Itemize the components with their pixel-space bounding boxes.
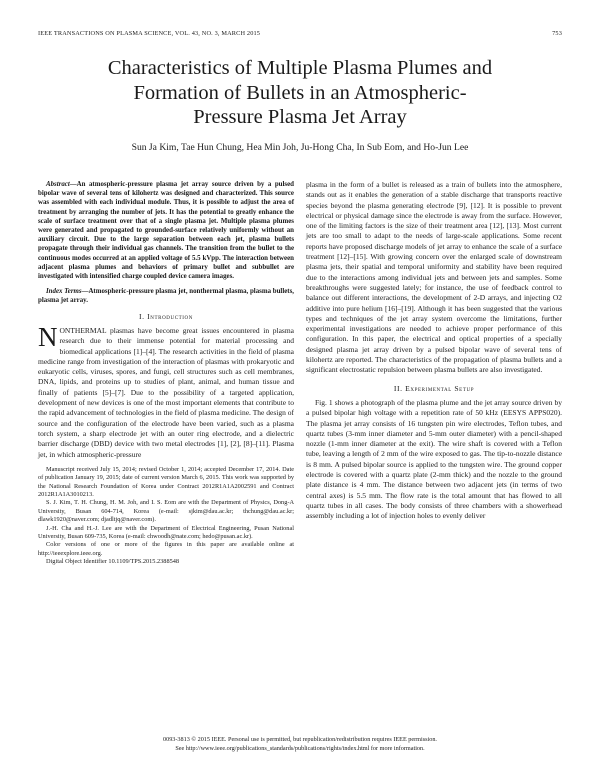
running-head <box>38 30 562 40</box>
drop-cap: N <box>38 321 58 352</box>
journal-name: IEEE TRANSACTIONS ON PLASMA SCIENCE, VOL. 43, NO. 3, MARCH 2015 <box>38 30 261 37</box>
intro-paragraph <box>38 321 294 460</box>
copyright-line: 0093-3813 © 2015 IEEE. Personal use is permitted, but republication/redistribution requires IEEE permission. <box>163 736 437 743</box>
section-heading-introduction: I. Introduction <box>139 311 193 321</box>
rights-line: See http://www.ieee.org/publications_standards/publications/rights/index.html for more information. <box>175 745 425 752</box>
title-line-2: Formation of Bullets in an Atmospheric- <box>133 81 467 104</box>
paper-title <box>40 56 560 130</box>
page-number: 753 <box>552 30 562 37</box>
left-column <box>38 180 294 567</box>
setup-paragraph: Fig. 1 shows a photograph of the plasma plume and the jet array source driven by a pulsed bipolar high voltage with a repetition rate of 50 kHz (EESYS APPS020). The plasma jet array consists of 16 tungsten pin wire electrodes, Teflon tubes, and quartz tubes (3-mm inner diameter and 5-mm outer diameter) with a pencil-shaped nozzle (1-mm inner diameter at the exit). The wire shaft is covered with a Teflon tube, leaving a length of 2 mm of the wire exposed to gas. The tip-to-nozzle distance is 8 mm. A pulsed bipolar source is applied to the tungsten wire. The ground copper electrode is covered with a quartz plate (2-mm thick) and the nozzle to the ground plate distance is 4 mm. The distance between two adjacent jets (in terms of two central axes) is 5.5 mm. The flow rate is the total amount that has flowed to all quartz tubes in all cases. The body consists of three chambers with a showerhead assembly including a lot of injection holes to evenly deliver <box>306 397 562 521</box>
index-terms <box>38 287 294 305</box>
section-heading-experimental-setup: II. Experimental Setup <box>393 383 475 393</box>
abstract-text: —An atmospheric-pressure plasma jet array source driven by a pulsed bipolar wave of several tens of kilohertz was designed and characterized. This source was assembled with each individual module. Thus, it is possible to adjust the area of treatment by arranging the number of jets. It has the potential to greatly enhance the scale of surface treatment over that of a single plasma jet. Multiple plasma plumes were generated and propagated to grounded-surface relatively uniformly without an auxiliary circuit. Due to the large separation between each jet, plasma bullets propagate through their individual gas channels. The transition from the bullet to the continuous modes occurred at an applied voltage of 5.5 kVpp. The interaction between adjacent plasma plumes and behaviors of primary bullet and subbullet are investigated with intensified charge coupled device camera images. <box>38 181 294 281</box>
footnote-affiliation-1: S. J. Kim, T. H. Chung, H. M. Joh, and I. S. Eom are with the Department of Physics, Dong-A University, Busan 604-714, Korea (e-mail: sjkim@dau.ac.kr; thchung@dau.ac.kr; dlawk1920@naver.com; djadltjq@naver.com). <box>38 499 294 524</box>
abstract <box>38 180 294 281</box>
footnote-manuscript: Manuscript received July 15, 2014; revised October 1, 2014; accepted December 17, 2014. Date of publication January 19, 2015; date of current version March 6, 2015. This work was supported by the National Research Foundation of Korea under Contract 2012R1A1A2002591 and Contract 2012R1A1A3010213. <box>38 465 294 499</box>
abstract-lead: Abstract <box>46 181 70 188</box>
title-line-3: Pressure Plasma Jet Array <box>193 106 407 128</box>
index-terms-lead: Index Terms <box>46 288 82 296</box>
author-list: Sun Ja Kim, Tae Hun Chung, Hea Min Joh, Ju-Hong Cha, In Sub Eom, and Ho-Jun Lee <box>131 142 469 153</box>
footnotes <box>38 466 294 567</box>
footnote-affiliation-2: J.-H. Cha and H.-J. Lee are with the Department of Electrical Engineering, Pusan National University, Busan 609-735, Korea (e-mail: chwoodh@nate.com; hedo@pusan.ac.kr). <box>38 524 294 541</box>
footnote-color: Color versions of one or more of the figures in this paper are available online at http://ieeexplore.ieee.org. <box>38 541 294 557</box>
intro-text: ONTHERMAL plasmas have become great issues encountered in plasma research due to their immense potential for material processing and biomedical applications [1]–[4]. The research activities in the field of plasma medicine range from investigation of the interaction of plasmas with prokaryotic and eukaryotic cells, viruses, spores, and fungi, cell structures such as cell membranes, DNA, lipids, and proteins up to studies of plant, animal, and human tissue and finally of patients [5]–[7]. Due to the possibility of a targeted application, development of new devices is one of the most important elements that contribute to the rapid advancement of technologies in the field of plasma medicine. The design of source and the configuration of the electrode have been varied, such as a plasma torch system, a sharp electrode jet with an outer ring electrode, and a dielectric barrier discharge (DBD) device with two metal electrodes [1], [2], [8]–[11]. Plasma jet, in which atmospheric-pressure <box>38 325 294 459</box>
title-line-1: Characteristics of Multiple Plasma Plumes and <box>107 57 493 79</box>
copyright-footer <box>40 735 560 753</box>
footnote-doi: Digital Object Identifier 10.1109/TPS.2015.2388548 <box>46 558 180 566</box>
right-column <box>306 180 562 522</box>
intro-continued-paragraph: plasma in the form of a bullet is released as a train of bullets into the atmosphere, stands out as it enables the generation of a stable discharge that transports reactive species beyond the plasma generating electrode [9], [12]. It is possible to prevent electrical or physical damage since the electrode is away from the surface. However, one of the limiting factors is the size of their treatment area [12], [13]. Most current jets are too small to adapt to the needs of large-scale applications. Some recent reports have proposed discharge models of jet array to enhance the scale of a surface treatment [12]–[15]. With growing concern over the enlarged scale of downstream plasma jets, their spatial and temporal uniformity and stability have been required due to the interactions among individual jets and between jets and samples. Some breakthroughs were suggested lately; for instance, the use of feedback control to balance out different interactions, the development of 2-D arrays, and injecting O2 additive into pure helium [16]–[19]. Although it has been suggested that the various types and techniques of the jet array system overcome the limitations, further experimental investigations are needed to achieve proper performance of this configuration. In this paper, the electrical and optical properties of a specially designed plasma jet array driven by a pulsed bipolar wave of several tens of kilohertz are reported. The characteristics of the propagation of plasma bullets and a significant electrostatic repulsion between plasma bullets are also investigated. <box>306 180 562 375</box>
index-terms-text: —Atmospheric-pressure plasma jet, nonthermal plasma, plasma bullets, plasma jet array. <box>38 288 295 305</box>
